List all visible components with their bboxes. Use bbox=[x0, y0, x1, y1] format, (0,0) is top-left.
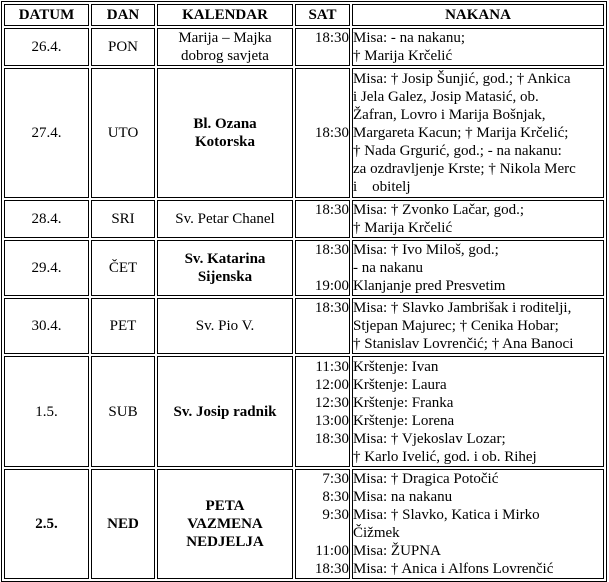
table-row bbox=[4, 240, 604, 296]
intention-cell bbox=[352, 28, 604, 66]
intention-line: Krštenje: Laura bbox=[353, 376, 447, 393]
time-line: 7:30 bbox=[322, 471, 349, 487]
intention-line: i Jela Galez, Josip Matasić, ob. bbox=[353, 89, 539, 105]
time-cell bbox=[295, 28, 350, 66]
calendar-line: Sv. Petar Chanel bbox=[175, 211, 275, 227]
day-cell: ČET bbox=[91, 240, 155, 296]
table-row bbox=[4, 68, 604, 198]
time-cell bbox=[295, 298, 350, 354]
header-kalendar: KALENDAR bbox=[157, 4, 293, 26]
intention-line: i obitelj bbox=[353, 179, 411, 195]
intention-line: Stjepan Majurec; † Cenika Hobar; bbox=[353, 318, 559, 334]
header-nakana: NAKANA bbox=[352, 4, 604, 26]
intention-line: Čižmek bbox=[353, 525, 400, 541]
intention-line: Klanjanje pred Presvetim bbox=[353, 278, 506, 294]
header-row bbox=[4, 4, 604, 26]
intention-cell bbox=[352, 240, 604, 296]
calendar-line: Bl. Ozana bbox=[193, 116, 257, 132]
intention-line: Misa: † Dragica Potočić bbox=[353, 471, 499, 487]
table-row bbox=[4, 469, 604, 579]
time-line: 18:30 bbox=[314, 30, 349, 46]
time-cell bbox=[295, 469, 350, 579]
calendar-cell bbox=[157, 298, 293, 354]
intention-line: † Stanislav Lovrenčić; † Ana Banoci bbox=[353, 336, 574, 352]
time-line bbox=[296, 259, 349, 277]
intention-line: † Marija Krčelić bbox=[353, 48, 453, 64]
intention-line: † Marija Krčelić bbox=[353, 220, 453, 236]
calendar-line: NEDJELJA bbox=[186, 534, 264, 550]
date-cell: 30.4. bbox=[4, 298, 89, 354]
time-line: 18:30 bbox=[314, 125, 349, 141]
intention-cell bbox=[352, 68, 604, 198]
calendar-cell bbox=[157, 200, 293, 238]
time-line bbox=[296, 47, 349, 65]
intention-line: Misa: † Anica i Alfons Lovrenčić bbox=[353, 561, 554, 577]
intention-line: † Nada Grgurić, god.; - na nakanu: bbox=[353, 143, 562, 159]
day-cell: NED bbox=[91, 469, 155, 579]
intention-line: Misa: ŽUPNA bbox=[353, 543, 441, 559]
intention-line: Misa: † Ivo Miloš, god.; bbox=[353, 242, 499, 258]
intention-cell bbox=[352, 298, 604, 354]
time-line: 18:30 bbox=[314, 300, 349, 316]
calendar-cell bbox=[157, 356, 293, 467]
day-cell: UTO bbox=[91, 68, 155, 198]
time-line: 9:30 bbox=[322, 507, 349, 523]
date-cell: 27.4. bbox=[4, 68, 89, 198]
header-datum: DATUM bbox=[4, 4, 89, 26]
time-line bbox=[296, 219, 349, 237]
time-line: 12:30 bbox=[314, 394, 349, 411]
intention-line: Žafran, Lovro i Marija Bošnjak, bbox=[353, 107, 546, 123]
calendar-cell bbox=[157, 28, 293, 66]
table-row bbox=[4, 356, 604, 467]
time-line: 11:30 bbox=[315, 358, 349, 375]
intention-line: Misa: † Slavko Jambrišak i roditelji, bbox=[353, 300, 572, 316]
time-line bbox=[296, 448, 349, 466]
intention-line: Misa: na nakanu bbox=[353, 489, 453, 505]
calendar-cell bbox=[157, 240, 293, 296]
intention-cell bbox=[352, 469, 604, 579]
intention-line: † Karlo Ivelić, god. i ob. Rihej bbox=[353, 448, 537, 465]
header-dan: DAN bbox=[91, 4, 155, 26]
date-cell: 1.5. bbox=[4, 356, 89, 467]
intention-cell bbox=[352, 200, 604, 238]
table-row bbox=[4, 28, 604, 66]
time-line: 18:30 bbox=[314, 430, 349, 447]
day-cell: PON bbox=[91, 28, 155, 66]
calendar-line: Sv. Josip radnik bbox=[173, 403, 277, 420]
time-line: 18:30 bbox=[314, 202, 349, 218]
time-cell bbox=[295, 240, 350, 296]
intention-line: Misa: † Slavko, Katica i Mirko bbox=[353, 507, 540, 523]
time-line: 13:00 bbox=[314, 412, 349, 429]
day-cell: SRI bbox=[91, 200, 155, 238]
time-cell bbox=[295, 200, 350, 238]
table-row bbox=[4, 298, 604, 354]
mass-schedule-table bbox=[1, 1, 607, 582]
header-sat: SAT bbox=[295, 4, 350, 26]
intention-line: Misa: - na nakanu; bbox=[353, 30, 466, 46]
time-cell bbox=[295, 68, 350, 198]
intention-line: - na nakanu bbox=[353, 260, 423, 276]
time-line: 8:30 bbox=[322, 489, 349, 505]
calendar-line: Sijenska bbox=[197, 269, 253, 285]
date-cell: 2.5. bbox=[4, 469, 89, 579]
time-line: 18:30 bbox=[314, 242, 349, 258]
intention-line: Krštenje: Ivan bbox=[353, 358, 439, 375]
calendar-line: Marija – Majka bbox=[178, 30, 272, 46]
time-line bbox=[296, 524, 349, 542]
time-line: 12:00 bbox=[314, 376, 349, 393]
date-cell: 29.4. bbox=[4, 240, 89, 296]
intention-cell bbox=[352, 356, 604, 467]
day-cell: SUB bbox=[91, 356, 155, 467]
calendar-cell bbox=[157, 469, 293, 579]
time-line: 11:00 bbox=[315, 543, 349, 559]
calendar-line: Sv. Pio V. bbox=[195, 318, 255, 334]
calendar-line: Sv. Katarina bbox=[184, 251, 266, 267]
time-line: 19:00 bbox=[314, 278, 349, 294]
day-cell: PET bbox=[91, 298, 155, 354]
calendar-line: Kotorska bbox=[195, 134, 255, 150]
intention-line: za ozdravljenje Krste; † Nikola Merc bbox=[353, 161, 576, 177]
intention-line: Misa: † Vjekoslav Lozar; bbox=[353, 430, 506, 447]
calendar-cell bbox=[157, 68, 293, 198]
intention-line: Krštenje: Lorena bbox=[353, 412, 455, 429]
time-cell bbox=[295, 356, 350, 467]
calendar-line: dobrog savjeta bbox=[181, 48, 269, 64]
intention-line: Misa: † Josip Šunjić, god.; † Ankica bbox=[353, 71, 571, 87]
time-line: 18:30 bbox=[314, 561, 349, 577]
table-row bbox=[4, 200, 604, 238]
intention-line: Misa: † Zvonko Lačar, god.; bbox=[353, 202, 525, 218]
intention-line: Margareta Kacun; † Marija Krčelić; bbox=[353, 125, 569, 141]
intention-line: Krštenje: Franka bbox=[353, 394, 454, 411]
calendar-line: VAZMENA bbox=[187, 516, 263, 532]
date-cell: 26.4. bbox=[4, 28, 89, 66]
time-line bbox=[296, 335, 349, 353]
date-cell: 28.4. bbox=[4, 200, 89, 238]
calendar-line: PETA bbox=[205, 498, 245, 514]
time-line bbox=[296, 317, 349, 335]
